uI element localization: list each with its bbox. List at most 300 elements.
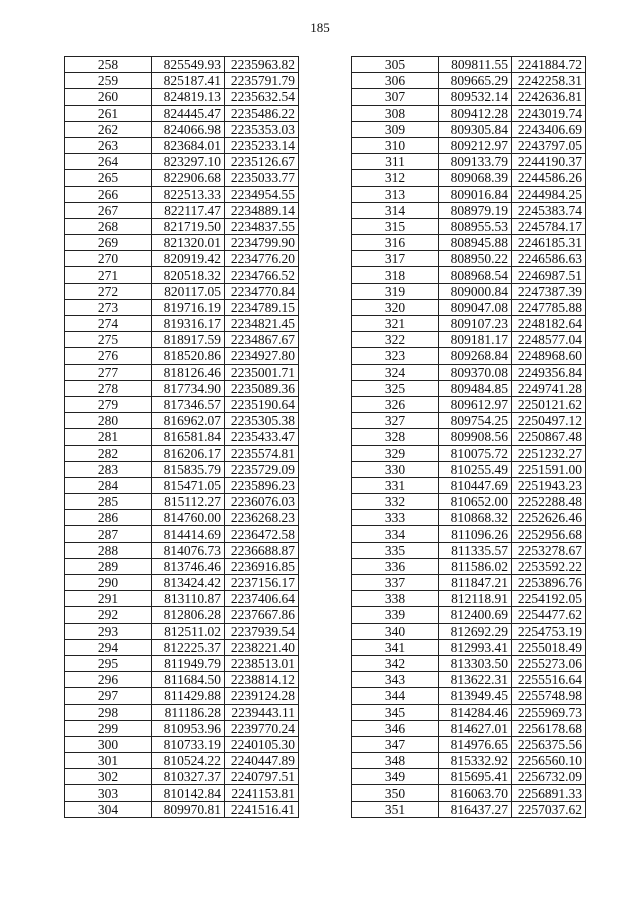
x-coordinate-cell: 810255.49: [439, 461, 512, 477]
y-coordinate-cell: 2244190.37: [512, 154, 586, 170]
point-number-cell: 345: [352, 704, 439, 720]
table-row: [352, 316, 586, 332]
y-coordinate-cell: 2247387.39: [512, 283, 586, 299]
y-coordinate-cell: 2255273.06: [512, 655, 586, 671]
x-coordinate-cell: 812400.69: [439, 607, 512, 623]
point-number-cell: 261: [65, 105, 152, 121]
y-coordinate-cell: 2252288.48: [512, 494, 586, 510]
x-coordinate-cell: 808950.22: [439, 251, 512, 267]
x-coordinate-cell: 821320.01: [152, 235, 225, 251]
point-number-cell: 348: [352, 753, 439, 769]
x-coordinate-cell: 816063.70: [439, 785, 512, 801]
x-coordinate-cell: 814627.01: [439, 720, 512, 736]
table-row: [352, 785, 586, 801]
x-coordinate-cell: 814976.65: [439, 736, 512, 752]
y-coordinate-cell: 2256178.68: [512, 720, 586, 736]
x-coordinate-cell: 809305.84: [439, 121, 512, 137]
table-row: [65, 575, 299, 591]
x-coordinate-cell: 818520.86: [152, 348, 225, 364]
y-coordinate-cell: 2241884.72: [512, 57, 586, 73]
x-coordinate-cell: 809754.25: [439, 413, 512, 429]
point-number-cell: 309: [352, 121, 439, 137]
x-coordinate-cell: 809908.56: [439, 429, 512, 445]
point-number-cell: 319: [352, 283, 439, 299]
table-row: [65, 364, 299, 380]
point-number-cell: 341: [352, 639, 439, 655]
y-coordinate-cell: 2237156.17: [225, 575, 299, 591]
table-row: [352, 235, 586, 251]
table-row: [65, 736, 299, 752]
point-number-cell: 340: [352, 623, 439, 639]
table-row: [65, 429, 299, 445]
point-number-cell: 329: [352, 445, 439, 461]
y-coordinate-cell: 2234837.55: [225, 218, 299, 234]
x-coordinate-cell: 809665.29: [439, 73, 512, 89]
x-coordinate-cell: 813746.46: [152, 558, 225, 574]
x-coordinate-cell: 812225.37: [152, 639, 225, 655]
point-number-cell: 310: [352, 137, 439, 153]
point-number-cell: 297: [65, 688, 152, 704]
x-coordinate-cell: 825549.93: [152, 57, 225, 73]
x-coordinate-cell: 821719.50: [152, 218, 225, 234]
y-coordinate-cell: 2235353.03: [225, 121, 299, 137]
table-row: [352, 558, 586, 574]
y-coordinate-cell: 2234954.55: [225, 186, 299, 202]
table-row: [352, 655, 586, 671]
point-number-cell: 276: [65, 348, 152, 364]
table-row: [65, 672, 299, 688]
y-coordinate-cell: 2250121.62: [512, 396, 586, 412]
table-row: [65, 251, 299, 267]
table-row: [65, 688, 299, 704]
y-coordinate-cell: 2235963.82: [225, 57, 299, 73]
point-number-cell: 313: [352, 186, 439, 202]
table-row: [352, 429, 586, 445]
point-number-cell: 305: [352, 57, 439, 73]
table-row: [352, 672, 586, 688]
x-coordinate-cell: 811429.88: [152, 688, 225, 704]
table-row: [352, 105, 586, 121]
y-coordinate-cell: 2254477.62: [512, 607, 586, 623]
y-coordinate-cell: 2237939.54: [225, 623, 299, 639]
table-row: [65, 526, 299, 542]
y-coordinate-cell: 2246987.51: [512, 267, 586, 283]
y-coordinate-cell: 2239443.11: [225, 704, 299, 720]
table-row: [352, 510, 586, 526]
point-number-cell: 282: [65, 445, 152, 461]
table-row: [65, 89, 299, 105]
point-number-cell: 334: [352, 526, 439, 542]
point-number-cell: 287: [65, 526, 152, 542]
point-number-cell: 284: [65, 477, 152, 493]
point-number-cell: 299: [65, 720, 152, 736]
y-coordinate-cell: 2248968.60: [512, 348, 586, 364]
x-coordinate-cell: 808968.54: [439, 267, 512, 283]
y-coordinate-cell: 2253278.67: [512, 542, 586, 558]
point-number-cell: 323: [352, 348, 439, 364]
y-coordinate-cell: 2235233.14: [225, 137, 299, 153]
y-coordinate-cell: 2235190.64: [225, 396, 299, 412]
y-coordinate-cell: 2243406.69: [512, 121, 586, 137]
x-coordinate-cell: 824819.13: [152, 89, 225, 105]
y-coordinate-cell: 2236076.03: [225, 494, 299, 510]
point-number-cell: 326: [352, 396, 439, 412]
table-row: [65, 396, 299, 412]
point-number-cell: 350: [352, 785, 439, 801]
y-coordinate-cell: 2234889.14: [225, 202, 299, 218]
y-coordinate-cell: 2247785.88: [512, 299, 586, 315]
table-row: [352, 494, 586, 510]
y-coordinate-cell: 2235089.36: [225, 380, 299, 396]
x-coordinate-cell: 809016.84: [439, 186, 512, 202]
y-coordinate-cell: 2245383.74: [512, 202, 586, 218]
table-row: [65, 542, 299, 558]
point-number-cell: 273: [65, 299, 152, 315]
point-number-cell: 272: [65, 283, 152, 299]
x-coordinate-cell: 809811.55: [439, 57, 512, 73]
point-number-cell: 318: [352, 267, 439, 283]
y-coordinate-cell: 2256560.10: [512, 753, 586, 769]
y-coordinate-cell: 2250497.12: [512, 413, 586, 429]
x-coordinate-cell: 819316.17: [152, 316, 225, 332]
point-number-cell: 320: [352, 299, 439, 315]
table-row: [65, 461, 299, 477]
x-coordinate-cell: 809370.08: [439, 364, 512, 380]
x-coordinate-cell: 815695.41: [439, 769, 512, 785]
table-row: [352, 753, 586, 769]
table-row: [65, 267, 299, 283]
table-row: [352, 445, 586, 461]
table-row: [352, 542, 586, 558]
point-number-cell: 331: [352, 477, 439, 493]
point-number-cell: 322: [352, 332, 439, 348]
x-coordinate-cell: 813303.50: [439, 655, 512, 671]
y-coordinate-cell: 2235896.23: [225, 477, 299, 493]
table-row: [352, 57, 586, 73]
point-number-cell: 314: [352, 202, 439, 218]
y-coordinate-cell: 2248182.64: [512, 316, 586, 332]
y-coordinate-cell: 2255969.73: [512, 704, 586, 720]
x-coordinate-cell: 812993.41: [439, 639, 512, 655]
x-coordinate-cell: 817734.90: [152, 380, 225, 396]
y-coordinate-cell: 2240797.51: [225, 769, 299, 785]
x-coordinate-cell: 819716.19: [152, 299, 225, 315]
table-row: [352, 688, 586, 704]
x-coordinate-cell: 822513.33: [152, 186, 225, 202]
y-coordinate-cell: 2250867.48: [512, 429, 586, 445]
table-row: [65, 316, 299, 332]
x-coordinate-cell: 809000.84: [439, 283, 512, 299]
x-coordinate-cell: 810075.72: [439, 445, 512, 461]
point-number-cell: 277: [65, 364, 152, 380]
y-coordinate-cell: 2234799.90: [225, 235, 299, 251]
point-number-cell: 332: [352, 494, 439, 510]
x-coordinate-cell: 820518.32: [152, 267, 225, 283]
x-coordinate-cell: 811949.79: [152, 655, 225, 671]
y-coordinate-cell: 2256732.09: [512, 769, 586, 785]
y-coordinate-cell: 2235632.54: [225, 89, 299, 105]
point-number-cell: 291: [65, 591, 152, 607]
point-number-cell: 279: [65, 396, 152, 412]
table-row: [352, 348, 586, 364]
point-number-cell: 269: [65, 235, 152, 251]
point-number-cell: 296: [65, 672, 152, 688]
y-coordinate-cell: 2257037.62: [512, 801, 586, 817]
y-coordinate-cell: 2249741.28: [512, 380, 586, 396]
point-number-cell: 275: [65, 332, 152, 348]
point-number-cell: 289: [65, 558, 152, 574]
point-number-cell: 283: [65, 461, 152, 477]
point-number-cell: 317: [352, 251, 439, 267]
x-coordinate-cell: 809047.08: [439, 299, 512, 315]
y-coordinate-cell: 2235729.09: [225, 461, 299, 477]
y-coordinate-cell: 2235126.67: [225, 154, 299, 170]
coordinate-table-left: [64, 56, 299, 818]
table-row: [352, 202, 586, 218]
x-coordinate-cell: 809181.17: [439, 332, 512, 348]
y-coordinate-cell: 2235791.79: [225, 73, 299, 89]
table-row: [352, 137, 586, 153]
table-row: [352, 769, 586, 785]
point-number-cell: 344: [352, 688, 439, 704]
x-coordinate-cell: 822906.68: [152, 170, 225, 186]
point-number-cell: 325: [352, 380, 439, 396]
table-row: [352, 186, 586, 202]
point-number-cell: 335: [352, 542, 439, 558]
x-coordinate-cell: 809412.28: [439, 105, 512, 121]
x-coordinate-cell: 816581.84: [152, 429, 225, 445]
table-row: [352, 477, 586, 493]
x-coordinate-cell: 809212.97: [439, 137, 512, 153]
y-coordinate-cell: 2242258.31: [512, 73, 586, 89]
x-coordinate-cell: 811335.57: [439, 542, 512, 558]
table-row: [65, 704, 299, 720]
y-coordinate-cell: 2255748.98: [512, 688, 586, 704]
x-coordinate-cell: 815112.27: [152, 494, 225, 510]
table-row: [352, 461, 586, 477]
y-coordinate-cell: 2237667.86: [225, 607, 299, 623]
table-row: [65, 170, 299, 186]
point-number-cell: 336: [352, 558, 439, 574]
y-coordinate-cell: 2234821.45: [225, 316, 299, 332]
table-row: [65, 283, 299, 299]
x-coordinate-cell: 817346.57: [152, 396, 225, 412]
point-number-cell: 312: [352, 170, 439, 186]
point-number-cell: 315: [352, 218, 439, 234]
table-row: [352, 575, 586, 591]
table-row: [65, 753, 299, 769]
point-number-cell: 321: [352, 316, 439, 332]
y-coordinate-cell: 2244586.26: [512, 170, 586, 186]
x-coordinate-cell: 824445.47: [152, 105, 225, 121]
y-coordinate-cell: 2235574.81: [225, 445, 299, 461]
table-row: [65, 591, 299, 607]
point-number-cell: 302: [65, 769, 152, 785]
y-coordinate-cell: 2251232.27: [512, 445, 586, 461]
x-coordinate-cell: 813110.87: [152, 591, 225, 607]
point-number-cell: 274: [65, 316, 152, 332]
y-coordinate-cell: 2253896.76: [512, 575, 586, 591]
point-number-cell: 267: [65, 202, 152, 218]
y-coordinate-cell: 2238221.40: [225, 639, 299, 655]
y-coordinate-cell: 2244984.25: [512, 186, 586, 202]
y-coordinate-cell: 2235486.22: [225, 105, 299, 121]
table-row: [65, 57, 299, 73]
point-number-cell: 304: [65, 801, 152, 817]
y-coordinate-cell: 2235433.47: [225, 429, 299, 445]
table-row: [352, 736, 586, 752]
point-number-cell: 294: [65, 639, 152, 655]
point-number-cell: 298: [65, 704, 152, 720]
x-coordinate-cell: 813424.42: [152, 575, 225, 591]
table-row: [65, 510, 299, 526]
point-number-cell: 303: [65, 785, 152, 801]
y-coordinate-cell: 2239770.24: [225, 720, 299, 736]
point-number-cell: 339: [352, 607, 439, 623]
table-row: [65, 202, 299, 218]
y-coordinate-cell: 2256375.56: [512, 736, 586, 752]
x-coordinate-cell: 811586.02: [439, 558, 512, 574]
y-coordinate-cell: 2234927.80: [225, 348, 299, 364]
x-coordinate-cell: 813949.45: [439, 688, 512, 704]
table-row: [65, 299, 299, 315]
x-coordinate-cell: 809970.81: [152, 801, 225, 817]
x-coordinate-cell: 814414.69: [152, 526, 225, 542]
table-row: [65, 121, 299, 137]
x-coordinate-cell: 823297.10: [152, 154, 225, 170]
table-row: [352, 526, 586, 542]
x-coordinate-cell: 809133.79: [439, 154, 512, 170]
x-coordinate-cell: 815471.05: [152, 477, 225, 493]
y-coordinate-cell: 2241153.81: [225, 785, 299, 801]
point-number-cell: 266: [65, 186, 152, 202]
y-coordinate-cell: 2236472.58: [225, 526, 299, 542]
table-row: [65, 801, 299, 817]
y-coordinate-cell: 2249356.84: [512, 364, 586, 380]
point-number-cell: 330: [352, 461, 439, 477]
x-coordinate-cell: 813622.31: [439, 672, 512, 688]
point-number-cell: 349: [352, 769, 439, 785]
x-coordinate-cell: 808955.53: [439, 218, 512, 234]
point-number-cell: 307: [352, 89, 439, 105]
y-coordinate-cell: 2234789.15: [225, 299, 299, 315]
table-row: [65, 332, 299, 348]
y-coordinate-cell: 2240105.30: [225, 736, 299, 752]
x-coordinate-cell: 811186.28: [152, 704, 225, 720]
y-coordinate-cell: 2234776.20: [225, 251, 299, 267]
point-number-cell: 258: [65, 57, 152, 73]
y-coordinate-cell: 2253592.22: [512, 558, 586, 574]
y-coordinate-cell: 2240447.89: [225, 753, 299, 769]
point-number-cell: 259: [65, 73, 152, 89]
table-row: [65, 380, 299, 396]
table-row: [352, 639, 586, 655]
x-coordinate-cell: 815835.79: [152, 461, 225, 477]
point-number-cell: 346: [352, 720, 439, 736]
x-coordinate-cell: 818917.59: [152, 332, 225, 348]
x-coordinate-cell: 809068.39: [439, 170, 512, 186]
point-number-cell: 300: [65, 736, 152, 752]
table-row: [352, 299, 586, 315]
table-row: [65, 477, 299, 493]
page-number: 185: [310, 20, 330, 35]
x-coordinate-cell: 812806.28: [152, 607, 225, 623]
table-row: [65, 639, 299, 655]
table-row: [352, 396, 586, 412]
x-coordinate-cell: 810868.32: [439, 510, 512, 526]
point-number-cell: 351: [352, 801, 439, 817]
x-coordinate-cell: 808945.88: [439, 235, 512, 251]
table-row: [352, 251, 586, 267]
point-number-cell: 328: [352, 429, 439, 445]
point-number-cell: 295: [65, 655, 152, 671]
point-number-cell: 292: [65, 607, 152, 623]
x-coordinate-cell: 810953.96: [152, 720, 225, 736]
table-row: [65, 769, 299, 785]
y-coordinate-cell: 2237406.64: [225, 591, 299, 607]
x-coordinate-cell: 811096.26: [439, 526, 512, 542]
x-coordinate-cell: 814076.73: [152, 542, 225, 558]
x-coordinate-cell: 812692.29: [439, 623, 512, 639]
point-number-cell: 301: [65, 753, 152, 769]
point-number-cell: 265: [65, 170, 152, 186]
x-coordinate-cell: 818126.46: [152, 364, 225, 380]
coordinate-table-right: [351, 56, 586, 818]
x-coordinate-cell: 820117.05: [152, 283, 225, 299]
table-row: [352, 154, 586, 170]
y-coordinate-cell: 2246185.31: [512, 235, 586, 251]
table-row: [352, 364, 586, 380]
x-coordinate-cell: 811847.21: [439, 575, 512, 591]
point-number-cell: 327: [352, 413, 439, 429]
table-row: [65, 137, 299, 153]
table-row: [65, 186, 299, 202]
table-row: [65, 445, 299, 461]
point-number-cell: 270: [65, 251, 152, 267]
table-row: [352, 413, 586, 429]
y-coordinate-cell: 2243797.05: [512, 137, 586, 153]
table-row: [65, 154, 299, 170]
x-coordinate-cell: 816962.07: [152, 413, 225, 429]
table-row: [65, 348, 299, 364]
point-number-cell: 347: [352, 736, 439, 752]
table-row: [65, 73, 299, 89]
x-coordinate-cell: 810524.22: [152, 753, 225, 769]
y-coordinate-cell: 2252626.46: [512, 510, 586, 526]
table-row: [352, 801, 586, 817]
table-row: [65, 105, 299, 121]
point-number-cell: 271: [65, 267, 152, 283]
y-coordinate-cell: 2251591.00: [512, 461, 586, 477]
table-row: [65, 785, 299, 801]
point-number-cell: 324: [352, 364, 439, 380]
table-row: [352, 332, 586, 348]
x-coordinate-cell: 811684.50: [152, 672, 225, 688]
x-coordinate-cell: 815332.92: [439, 753, 512, 769]
y-coordinate-cell: 2236268.23: [225, 510, 299, 526]
y-coordinate-cell: 2235305.38: [225, 413, 299, 429]
point-number-cell: 337: [352, 575, 439, 591]
table-row: [352, 607, 586, 623]
table-row: [65, 413, 299, 429]
y-coordinate-cell: 2255516.64: [512, 672, 586, 688]
table-row: [352, 704, 586, 720]
x-coordinate-cell: 824066.98: [152, 121, 225, 137]
x-coordinate-cell: 810733.19: [152, 736, 225, 752]
table-row: [65, 218, 299, 234]
point-number-cell: 262: [65, 121, 152, 137]
point-number-cell: 264: [65, 154, 152, 170]
